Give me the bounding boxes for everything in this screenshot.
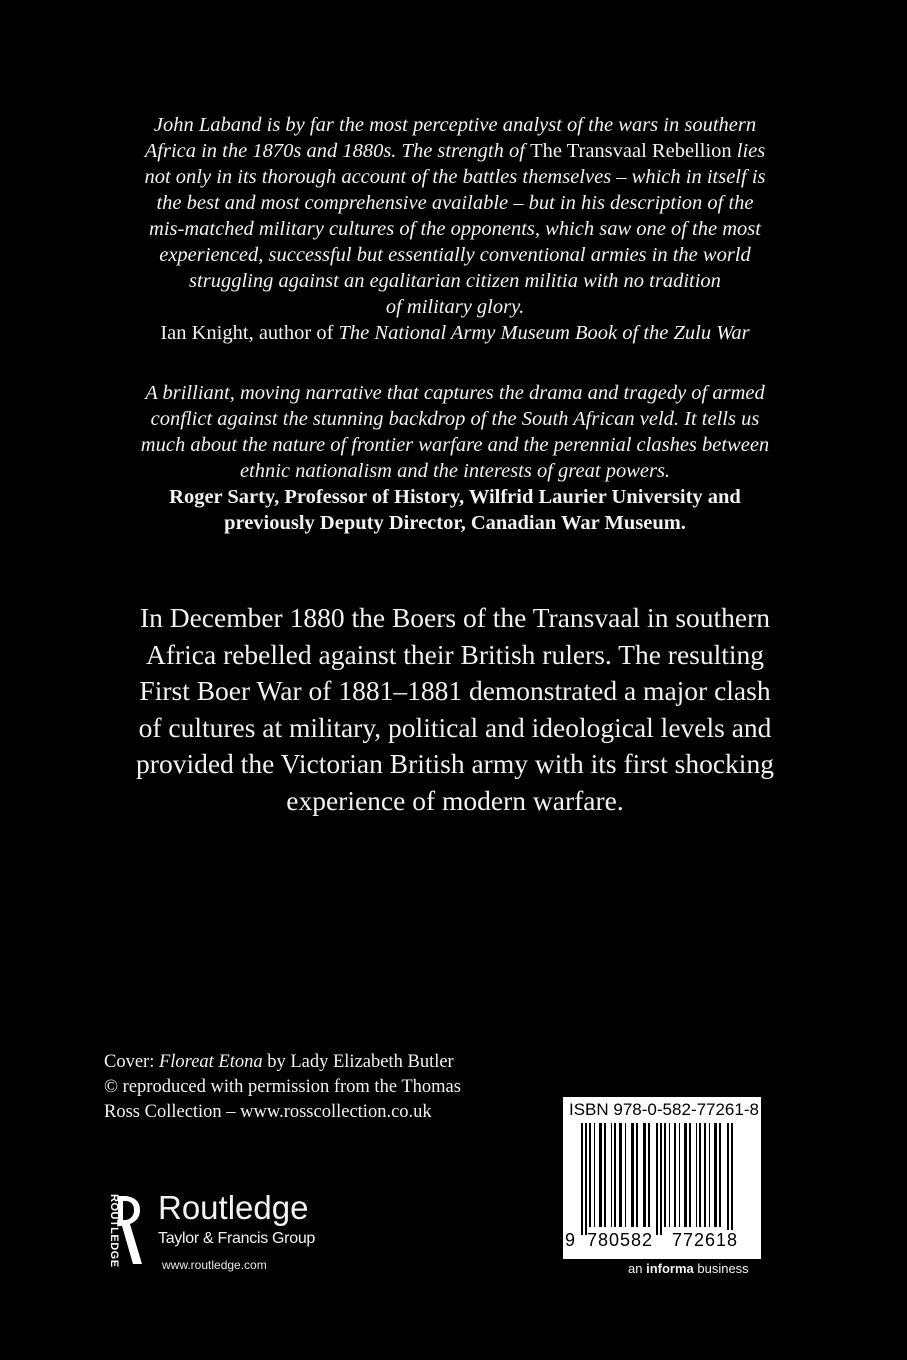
- text-line: [90, 216, 820, 242]
- barcode-bar: [585, 1123, 587, 1235]
- barcode-bar: [581, 1123, 583, 1235]
- quote-attribution: [90, 484, 820, 536]
- text-run: not only in its thorough account of the battles themselves – which in itself is: [144, 166, 766, 188]
- barcode-bar: [696, 1123, 697, 1227]
- text-run: Africa in the 1870s and 1880s. The strength of: [144, 140, 531, 162]
- barcode-bar: [648, 1123, 650, 1227]
- description-line: provided the Victorian British army with its first shocking: [136, 748, 774, 779]
- isbn-barcode: [563, 1097, 761, 1259]
- text-line: [90, 484, 820, 510]
- barcode-bar: [727, 1123, 729, 1235]
- text-run: Roger Sarty, Professor of History, Wilfrid Laurier University and: [169, 486, 741, 508]
- text-line: [90, 112, 820, 138]
- informa-suffix: business: [693, 1261, 749, 1276]
- barcode-bars: [569, 1123, 755, 1235]
- text-line: [90, 164, 820, 190]
- quote-text: [90, 112, 820, 320]
- barcode-bar: [656, 1123, 658, 1235]
- barcode-bar: [589, 1123, 591, 1227]
- barcode-digits: [565, 1230, 759, 1256]
- text-run: Ross Collection – www.rosscollection.co.uk: [104, 1102, 432, 1122]
- barcode-bar: [660, 1123, 662, 1235]
- text-run: much about the nature of frontier warfare and the perennial clashes between: [140, 434, 770, 456]
- text-run: of military glory.: [385, 296, 525, 318]
- barcode-digits-right: 772618: [672, 1230, 739, 1250]
- cover-credit: [104, 1050, 461, 1125]
- description-line: Africa rebelled against their British rulers. The resulting: [145, 638, 765, 670]
- text-line: [90, 458, 820, 484]
- barcode-bar: [625, 1123, 626, 1227]
- publisher-group: Taylor & Francis Group: [158, 1230, 316, 1247]
- text-run: A brilliant, moving narrative that captures the drama and tragedy of armed: [145, 382, 765, 404]
- publisher-url[interactable]: www.routledge.com: [162, 1258, 267, 1272]
- barcode-bar: [619, 1123, 622, 1227]
- text-run: The Transvaal Rebellion: [530, 140, 732, 162]
- publisher-name: Routledge: [158, 1189, 309, 1226]
- barcode-digits-left: 780582: [587, 1230, 654, 1250]
- text-run: © reproduced with permission from the Thomas: [104, 1077, 461, 1097]
- description-line: experience of modern warfare.: [286, 784, 624, 816]
- barcode-bar: [614, 1123, 616, 1227]
- text-line: [90, 320, 820, 346]
- text-line: [104, 1050, 461, 1075]
- text-line: [90, 242, 820, 268]
- praise-quote-2: [90, 380, 820, 536]
- text-line: [90, 190, 820, 216]
- text-run: Cover:: [104, 1052, 159, 1072]
- barcode-bar: [636, 1123, 638, 1227]
- text-run: experienced, successful but essentially conventional armies in the world: [159, 244, 751, 266]
- quote-text: [90, 380, 820, 484]
- text-line: [90, 380, 820, 406]
- routledge-mark-icon: [96, 1192, 144, 1268]
- text-run: previously Deputy Director, Canadian War Museum.: [224, 512, 686, 534]
- text-line: [104, 1100, 461, 1125]
- barcode-bar: [699, 1123, 701, 1227]
- barcode-bar: [731, 1123, 733, 1235]
- text-line: [104, 1075, 461, 1100]
- barcode-bar: [679, 1123, 680, 1227]
- praise-quote-1: [90, 112, 820, 346]
- book-description: [80, 600, 830, 819]
- barcode-bar: [719, 1123, 721, 1227]
- text-run: the best and most comprehensive available – but in his description of the: [156, 192, 754, 214]
- text-run: Floreat Etona: [158, 1052, 263, 1072]
- barcode-bar: [709, 1123, 710, 1227]
- barcode-bar: [674, 1123, 676, 1227]
- barcode-bar: [704, 1123, 706, 1227]
- barcode-bar: [631, 1123, 634, 1227]
- informa-brand: informa: [646, 1261, 694, 1276]
- barcode-bar: [664, 1123, 666, 1227]
- quote-attribution: [90, 320, 820, 346]
- barcode-bar: [643, 1123, 646, 1227]
- description-line: of cultures at military, political and ideological levels and: [138, 711, 772, 743]
- barcode-bar: [611, 1123, 612, 1227]
- text-run: John Laband is by far the most perceptive analyst of the wars in southern: [153, 114, 757, 136]
- text-line: [90, 510, 820, 536]
- text-line: [90, 294, 820, 320]
- logo-mark-text: ROUTLEDGE: [108, 1194, 120, 1268]
- text-run: conflict against the stunning backdrop of the South African veld. It tells us: [150, 408, 760, 430]
- barcode-bar: [599, 1123, 602, 1227]
- barcode-bar: [714, 1123, 717, 1227]
- text-run: by Lady Elizabeth Butler: [262, 1052, 454, 1072]
- text-run: struggling against an egalitarian citizen militia with no tradition: [189, 270, 721, 292]
- description-line: In December 1880 the Boers of the Transvaal in southern: [139, 602, 771, 633]
- barcode-bar: [594, 1123, 595, 1227]
- barcode-bar: [669, 1123, 670, 1227]
- text-run: mis-matched military cultures of the opponents, which saw one of the most: [149, 218, 761, 240]
- text-line: [90, 432, 820, 458]
- text-line: [90, 138, 820, 164]
- text-run: ethnic nationalism and the interests of great powers.: [239, 460, 671, 482]
- text-run: Ian Knight, author of: [160, 322, 339, 344]
- barcode-bar: [604, 1123, 606, 1227]
- text-run: lies: [731, 140, 766, 162]
- text-line: [90, 406, 820, 432]
- text-line: [90, 268, 820, 294]
- description-line: First Boer War of 1881–1881 demonstrated a major clash: [139, 675, 771, 706]
- barcode-bar: [684, 1123, 687, 1227]
- isbn-label: ISBN 978-0-582-77261-8: [569, 1100, 759, 1119]
- informa-prefix: an: [628, 1261, 647, 1276]
- barcode-digit-lead: 9: [565, 1230, 577, 1250]
- barcode-bar: [689, 1123, 691, 1227]
- informa-tagline: [628, 1261, 749, 1276]
- text-run: The National Army Museum Book of the Zulu War: [338, 322, 750, 344]
